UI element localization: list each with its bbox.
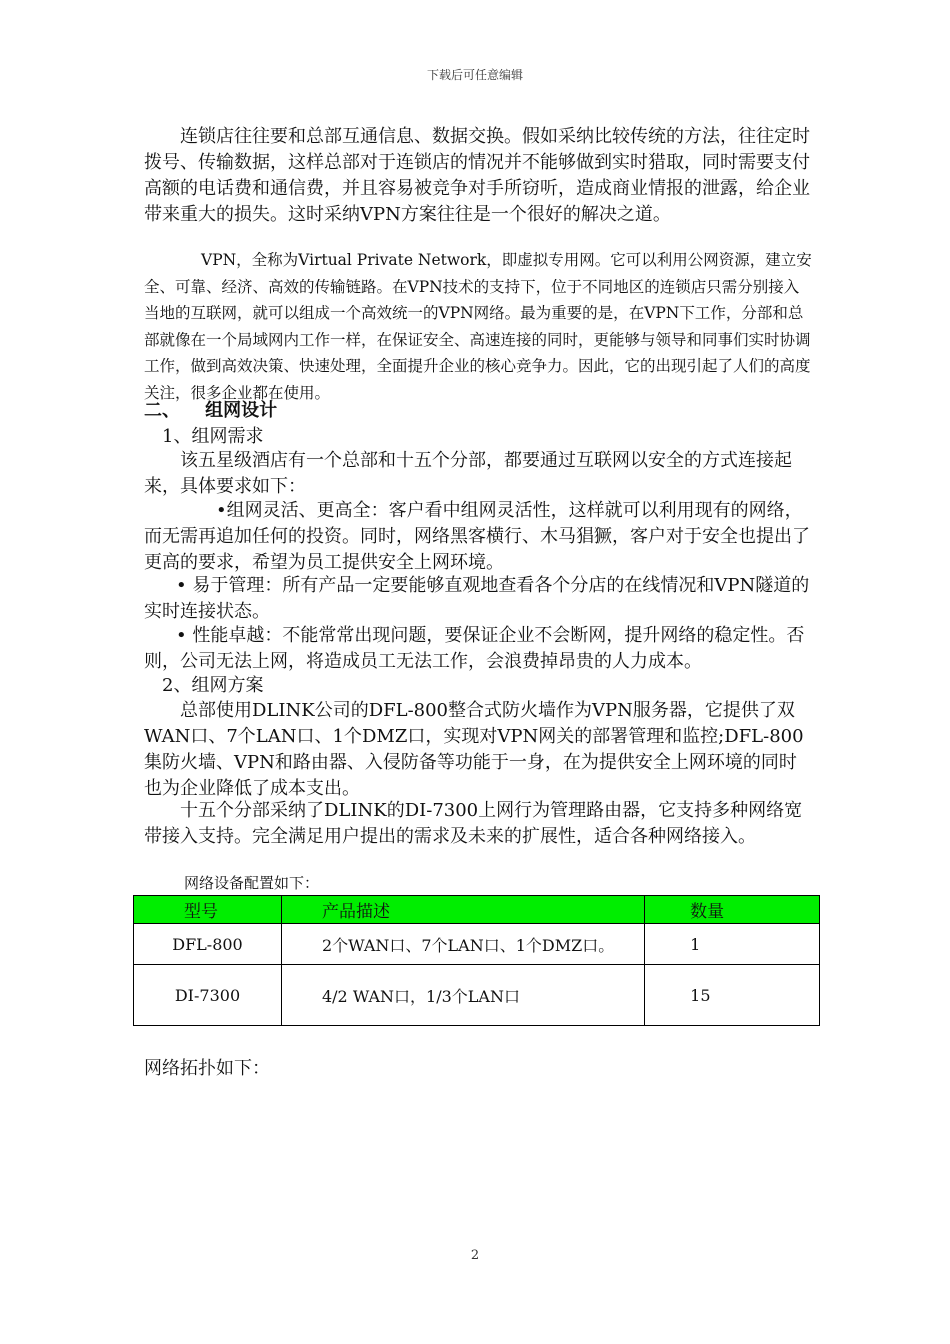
paragraph-vpn: VPN，全称为Virtual Private Network，即虚拟专用网。它可以利用公网资源，建立安全、可靠、经济、高效的传输链路。在VPN技术的支持下，位于不同地区的连锁店只需分别接入当地的互联网，就可以组成一个高效统一的VPN网络。最为重要的是，在VPN下工作，分部和总部就像在一个局域网内工作一样，在保证安全、高速连接的同时，更能够与领导和同事们实时协调工作，做到高效决策、快速处理，全面提升企业的核心竞争力。因此，它的出现引起了人们的高度关注，很多企业都在使用。 [144, 251, 812, 402]
paragraph-requirements: 该五星级酒店有一个总部和十五个分部，都要通过互联网以安全的方式连接起来，具体要求如下： [144, 450, 792, 497]
paragraph-branches: 十五个分部采纳了DLINK的DI-7300上网行为管理路由器，它支持多种网络宽带接入支持。完全满足用户提出的需求及未来的扩展性，适合各种网络接入。 [144, 800, 803, 847]
section-heading: 二、 组网设计 [144, 400, 278, 421]
topology-label: 网络拓扑如下： [144, 1058, 270, 1079]
table-row [134, 924, 820, 965]
cell-quantity: 15 [645, 965, 820, 1026]
cell-description: 4/2 WAN口，1/3个LAN口 [281, 965, 644, 1026]
paragraph-intro: 连锁店往往要和总部互通信息、数据交换。假如采纳比较传统的方法，往往定时拨号、传输数据，这样总部对于连锁店的情况并不能够做到实时猎取，同时需要支付高额的电话费和通信费，并且容易被竞争对手所窃听，造成商业情报的泄露，给企业带来重大的损失。这时采纳VPN方案往往是一个很好的解决之道。 [144, 126, 810, 225]
subheading-plan: 2、组网方案 [162, 675, 264, 696]
subheading-requirements: 1、组网需求 [162, 426, 264, 447]
cell-quantity: 1 [645, 924, 820, 965]
table-header-row [134, 896, 820, 924]
header-model: 型号 [134, 896, 282, 924]
header-quantity: 数量 [645, 896, 820, 924]
bullet-flexible: •组网灵活、更高全：客户看中组网灵活性，这样就可以利用现有的网络，而无需再追加任何的投资。同时，网络黑客横行、木马猖獗，客户对于安全也提出了更高的要求，希望为员工提供安全上网环境。 [144, 500, 810, 573]
header-description: 产品描述 [281, 896, 644, 924]
page-number: 2 [470, 1248, 480, 1263]
cell-model: DI-7300 [134, 965, 282, 1026]
cell-description: 2个WAN口、7个LAN口、1个DMZ口。 [281, 924, 644, 965]
table-caption: 网络设备配置如下： [184, 874, 320, 892]
bullet-management: • 易于管理：所有产品一定要能够直观地查看各个分店的在线情况和VPN隧道的实时连接状态。 [144, 575, 810, 622]
equipment-table [133, 895, 820, 1026]
paragraph-hq: 总部使用DLINK公司的DFL-800整合式防火墙作为VPN服务器，它提供了双WAN口、7个LAN口、1个DMZ口，实现对VPN网关的部署管理和监控;DFL-800集防火墙、VPN和路由器、入侵防备等功能于一身，在为提供安全上网环境的同时也为企业降低了成本支出。 [144, 700, 804, 799]
page-header: 下载后可任意编辑 [426, 68, 523, 82]
bullet-performance: • 性能卓越：不能常常出现问题，要保证企业不会断网，提升网络的稳定性。否则，公司无法上网，将造成员工无法工作，会浪费掉昂贵的人力成本。 [144, 625, 805, 672]
table-row [134, 965, 820, 1026]
cell-model: DFL-800 [134, 924, 282, 965]
